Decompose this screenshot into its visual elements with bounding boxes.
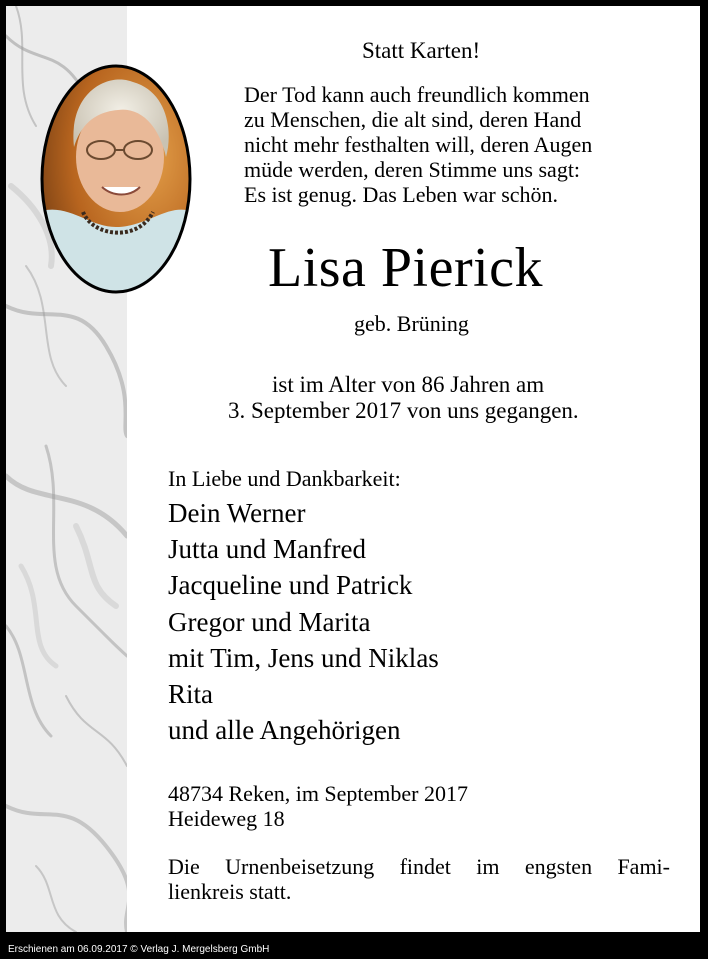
obituary-card bbox=[6, 6, 700, 932]
birth-name: geb. Brüning bbox=[354, 311, 469, 336]
poem-line: zu Menschen, die alt sind, deren Hand bbox=[244, 107, 582, 132]
mourner-name: Jacqueline und Patrick bbox=[168, 570, 413, 601]
mourner-name: und alle Angehörigen bbox=[168, 715, 401, 746]
poem-line: nicht mehr festhalten will, deren Augen bbox=[244, 132, 593, 157]
burial-line: lienkreis statt. bbox=[168, 879, 292, 904]
publication-footer: Erschienen am 06.09.2017 © Verlag J. Mergelsberg GmbH bbox=[8, 944, 270, 955]
mourners-intro: In Liebe und Dankbarkeit: bbox=[168, 466, 401, 491]
poem bbox=[244, 82, 592, 207]
poem-line: Es ist genug. Das Leben war schön. bbox=[244, 182, 559, 207]
address-line: 48734 Reken, im September 2017 bbox=[168, 781, 469, 806]
deceased-name: Lisa Pierick bbox=[268, 237, 544, 299]
mourner-name: mit Tim, Jens und Niklas bbox=[168, 642, 439, 673]
portrait-photo bbox=[38, 62, 194, 296]
burial-notice bbox=[168, 854, 670, 904]
burial-line: Die Urnenbeisetzung findet im engsten Fami- bbox=[168, 854, 670, 879]
age-line: ist im Alter von 86 Jahren am bbox=[272, 372, 545, 397]
mourner-name: Gregor und Marita bbox=[168, 606, 371, 637]
mourner-name: Jutta und Manfred bbox=[168, 534, 366, 565]
address-line: Heideweg 18 bbox=[168, 806, 285, 831]
heading-statt-karten: Statt Karten! bbox=[362, 38, 481, 63]
mourner-name: Dein Werner bbox=[168, 498, 306, 528]
mourners-list bbox=[168, 495, 439, 748]
poem-line: müde werden, deren Stimme uns sagt: bbox=[244, 157, 581, 182]
mourner-name: Rita bbox=[168, 679, 213, 710]
poem-line: Der Tod kann auch freundlich kommen bbox=[244, 82, 590, 107]
address bbox=[168, 781, 468, 831]
age-line: 3. September 2017 von uns gegangen. bbox=[228, 398, 579, 423]
